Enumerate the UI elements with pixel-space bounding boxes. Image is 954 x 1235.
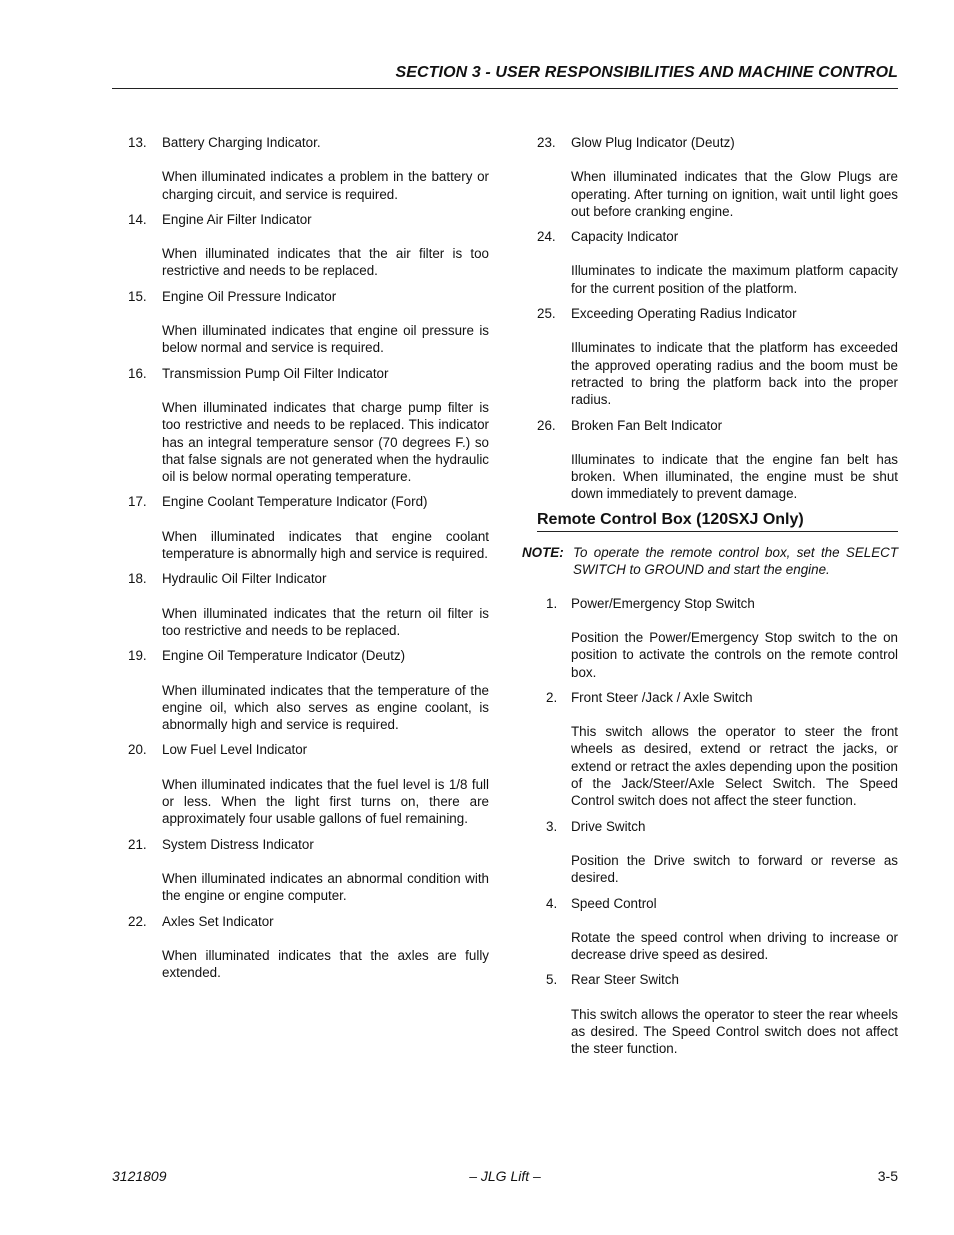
item-number: 24. xyxy=(537,229,556,245)
item-description: When illuminated indicates that the temperature of the engine oil, which also serves as engine coolant, is abnormally high and service is required. xyxy=(162,682,489,733)
list-item xyxy=(537,689,898,810)
list-item xyxy=(537,971,898,1057)
item-description: This switch allows the operator to steer the rear wheels as desired. The Speed Control switch does not affect the steer function. xyxy=(571,1006,898,1057)
item-title: Engine Oil Pressure Indicator xyxy=(162,288,337,304)
list-item xyxy=(128,836,489,905)
left-column xyxy=(128,134,489,989)
item-number: 20. xyxy=(128,742,147,758)
item-description: When illuminated indicates an abnormal condition with the engine or engine computer. xyxy=(162,870,489,904)
item-description: When illuminated indicates a problem in the battery or charging circuit, and service is required. xyxy=(162,169,489,202)
list-item xyxy=(128,493,489,562)
note-text: To operate the remote control box, set the SELECT SWITCH to GROUND and start the engine. xyxy=(573,545,898,578)
item-number: 13. xyxy=(128,135,147,150)
item-title: Engine Oil Temperature Indicator (Deutz) xyxy=(162,648,406,664)
item-number: 14. xyxy=(128,211,147,227)
list-item xyxy=(128,913,489,982)
item-number: 18. xyxy=(128,571,147,587)
right-column xyxy=(522,134,898,1066)
list-item xyxy=(537,305,898,408)
item-number: 3. xyxy=(546,818,558,834)
section-title: SECTION 3 - USER RESPONSIBILITIES AND MACHINE CONTROL xyxy=(395,64,898,81)
list-item xyxy=(537,134,898,220)
page-number: 3-5 xyxy=(877,1168,898,1184)
item-title: Transmission Pump Oil Filter Indicator xyxy=(162,365,389,381)
item-title: Hydraulic Oil Filter Indicator xyxy=(162,571,327,587)
item-title: Broken Fan Belt Indicator xyxy=(571,417,723,433)
list-item xyxy=(537,417,898,503)
item-title: Battery Charging Indicator. xyxy=(162,135,321,150)
item-description: When illuminated indicates that charge pump filter is too restrictive and needs to be replaced. This indicator has an integral temperature sensor (70 degrees F.) so that false signals are not generated when the hydraulic oil is below normal operating temperature. xyxy=(162,399,489,485)
document-number: 3121809 xyxy=(112,1168,167,1184)
item-title: Power/Emergency Stop Switch xyxy=(571,595,755,611)
item-number: 16. xyxy=(128,365,147,381)
item-number: 26. xyxy=(537,417,556,433)
item-number: 15. xyxy=(128,288,147,304)
item-number: 23. xyxy=(537,135,556,150)
list-item xyxy=(537,818,898,887)
list-item xyxy=(537,228,898,297)
item-description: Illuminates to indicate that the engine fan belt has broken. When illuminated, the engine must be shut down immediately to prevent damage. xyxy=(571,451,898,502)
item-title: Axles Set Indicator xyxy=(162,913,274,929)
list-item xyxy=(128,288,489,357)
item-title: Engine Coolant Temperature Indicator (Ford) xyxy=(162,494,428,510)
item-title: Low Fuel Level Indicator xyxy=(162,742,308,758)
item-description: Illuminates to indicate the maximum platform capacity for the current position of the platform. xyxy=(571,263,898,296)
footer-center-text: – JLG Lift – xyxy=(469,1168,541,1184)
list-item xyxy=(128,365,489,486)
note-block xyxy=(522,544,898,579)
item-number: 21. xyxy=(128,836,147,852)
item-number: 4. xyxy=(546,895,558,911)
item-description: This switch allows the operator to steer the front wheels as desired, extend or retract the jacks, or extend or retract the axles depending upon the position of the Jack/Steer/Axle Select Switch. The Speed Control switch does not affect the steer function. xyxy=(571,724,898,809)
item-number: 2. xyxy=(546,689,558,705)
list-item xyxy=(537,595,898,681)
item-description: When illuminated indicates that the fuel level is 1/8 full or less. When the light first turns on, there are approximately four usable gallons of fuel remaining. xyxy=(162,776,489,827)
item-title: Rear Steer Switch xyxy=(571,972,679,988)
item-number: 22. xyxy=(128,913,147,929)
item-description: Rotate the speed control when driving to increase or decrease drive speed as desired. xyxy=(571,929,898,963)
item-number: 1. xyxy=(546,595,558,611)
item-number: 25. xyxy=(537,306,556,322)
item-number: 17. xyxy=(128,494,147,510)
list-item xyxy=(128,570,489,639)
note-label: NOTE: xyxy=(522,545,564,561)
item-description: When illuminated indicates that the Glow Plugs are operating. After turning on ignition, wait until light goes out before cranking engine. xyxy=(571,169,898,219)
item-description: When illuminated indicates that engine oil pressure is below normal and service is required. xyxy=(162,323,489,356)
item-title: Engine Air Filter Indicator xyxy=(162,211,312,227)
remote-control-heading: Remote Control Box (120SXJ Only) xyxy=(537,511,898,532)
item-title: System Distress Indicator xyxy=(162,836,314,852)
list-item xyxy=(128,647,489,733)
item-description: Position the Power/Emergency Stop switch to the on position to activate the controls on the remote control box. xyxy=(571,629,898,680)
item-title: Front Steer /Jack / Axle Switch xyxy=(571,689,753,705)
item-description: Position the Drive switch to forward or reverse as desired. xyxy=(571,852,898,886)
list-item xyxy=(128,741,489,827)
item-title: Glow Plug Indicator (Deutz) xyxy=(571,135,735,150)
item-title: Drive Switch xyxy=(571,818,646,834)
list-item xyxy=(537,895,898,964)
item-number: 5. xyxy=(546,972,558,988)
item-title: Speed Control xyxy=(571,895,657,911)
list-item xyxy=(128,134,489,203)
list-item xyxy=(128,211,489,280)
item-title: Capacity Indicator xyxy=(571,229,679,245)
item-description: Illuminates to indicate that the platform has exceeded the approved operating radius and the boom must be retracted to bring the platform back into the proper radius. xyxy=(571,340,898,408)
item-description: When illuminated indicates that the axles are fully extended. xyxy=(162,947,489,981)
item-description: When illuminated indicates that the air filter is too restrictive and needs to be replaced. xyxy=(162,246,489,279)
item-title: Exceeding Operating Radius Indicator xyxy=(571,306,797,322)
item-number: 19. xyxy=(128,648,147,664)
page-header xyxy=(112,64,898,89)
item-description: When illuminated indicates that the return oil filter is too restrictive and needs to be replaced. xyxy=(162,605,489,638)
item-description: When illuminated indicates that engine coolant temperature is abnormally high and service is required. xyxy=(162,528,489,562)
